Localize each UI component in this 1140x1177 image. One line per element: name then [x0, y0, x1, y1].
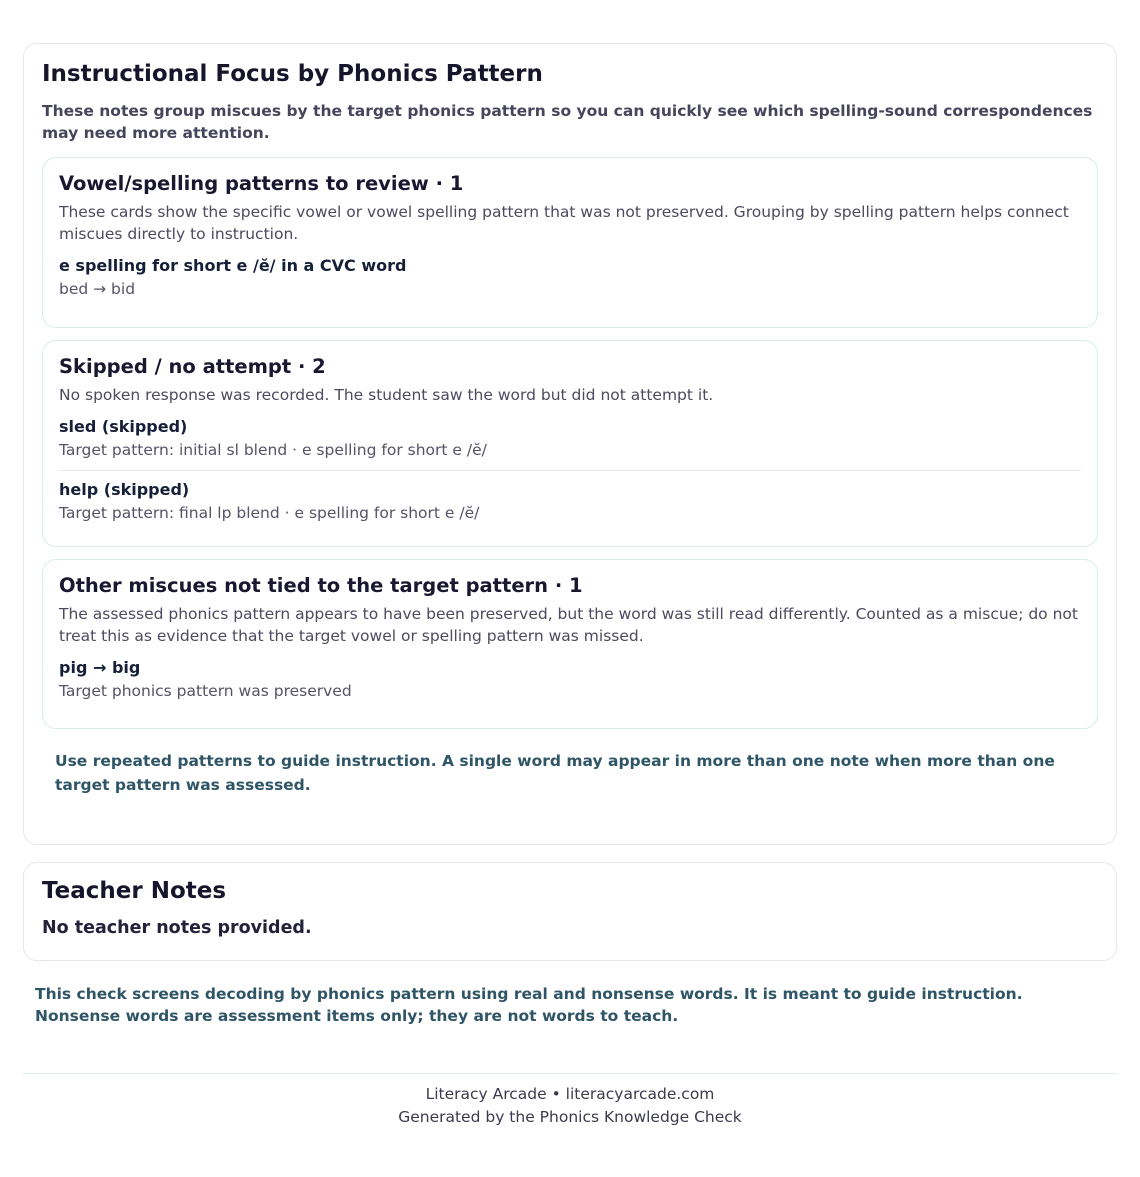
- miscue-word: pig → big: [59, 658, 141, 677]
- miscue-word: sled (skipped): [59, 417, 188, 436]
- instructional-focus-intro: These notes group miscues by the target phonics pattern so you can quickly see which spelling-sound correspondences may need more attention.: [42, 102, 1093, 142]
- footer-brand-line: Literacy Arcade • literacyarcade.com: [425, 1085, 715, 1103]
- pattern-card-other-miscues: [42, 559, 1098, 729]
- miscue-pattern: e spelling for short e /ĕ/ in a CVC word: [59, 256, 407, 275]
- pattern-card-vowel-review: [42, 157, 1098, 328]
- teacher-notes-body: No teacher notes provided.: [42, 918, 312, 938]
- miscue-detail: Target phonics pattern was preserved: [59, 682, 352, 700]
- card-description: These cards show the specific vowel or vowel spelling pattern that was not preserved. Grouping by spelling pattern helps connect miscues directly to instruction.: [59, 203, 1069, 243]
- card-title: Skipped / no attempt · 2: [59, 355, 326, 378]
- instructional-focus-note: Use repeated patterns to guide instruction. A single word may appear in more than one note when more than one target pattern was assessed.: [55, 752, 1055, 794]
- footer-divider: [23, 1073, 1117, 1074]
- card-title: Vowel/spelling patterns to review · 1: [59, 172, 464, 195]
- miscue-detail: Target pattern: final lp blend · e spelling for short e /ĕ/: [59, 504, 480, 522]
- miscue-entry: [59, 255, 1081, 300]
- assessment-disclaimer: This check screens decoding by phonics pattern using real and nonsense words. It is meant to guide instruction. Nonsense words are assessment items only; they are not words to teach.: [35, 985, 1023, 1025]
- footer-generator-line: Generated by the Phonics Knowledge Check: [398, 1108, 742, 1126]
- instructional-focus-title: Instructional Focus by Phonics Pattern: [42, 61, 543, 87]
- page-footer: [0, 1083, 1140, 1129]
- card-description: The assessed phonics pattern appears to have been preserved, but the word was still read differently. Counted as a miscue; do not treat this as evidence that the target vowel or spelling pattern was missed.: [59, 605, 1078, 645]
- miscue-detail: Target pattern: initial sl blend · e spelling for short e /ĕ/: [59, 441, 487, 459]
- card-title: Other miscues not tied to the target pattern · 1: [59, 574, 583, 597]
- miscue-detail: bed → bid: [59, 280, 136, 298]
- miscue-entry: [59, 657, 1081, 702]
- miscue-entry: [59, 416, 1081, 461]
- card-description: No spoken response was recorded. The student saw the word but did not attempt it.: [59, 386, 714, 404]
- teacher-notes-panel: [23, 862, 1117, 961]
- miscue-word: help (skipped): [59, 480, 190, 499]
- miscue-entry: [59, 470, 1081, 524]
- instructional-focus-panel: [23, 43, 1117, 845]
- pattern-card-skipped: [42, 340, 1098, 547]
- teacher-notes-title: Teacher Notes: [42, 878, 227, 904]
